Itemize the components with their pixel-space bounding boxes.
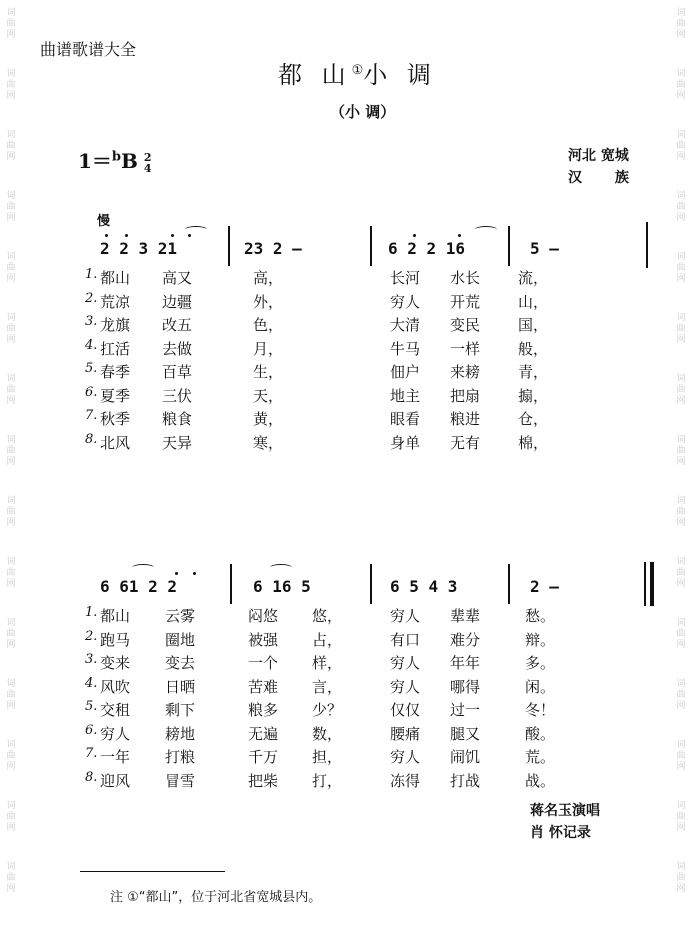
watermark-text: 词 曲 网 (6, 374, 16, 406)
lyric-word: 过一 (450, 701, 481, 719)
verse-number: 8. (85, 431, 98, 447)
verse-number: 1. (85, 267, 98, 282)
octave-dot (171, 234, 174, 237)
barline (370, 226, 372, 266)
lyric-word: 龙旗 (100, 316, 131, 334)
lyric-word: 长河 (390, 269, 421, 287)
lyric-word: 酸。 (525, 724, 556, 743)
lyric-word: 山， (518, 292, 549, 311)
lyric-word: 荒凉 (100, 292, 131, 311)
lyric-word: 秋季 (100, 410, 131, 428)
lyric-word: 愁。 (525, 607, 556, 625)
lyric-word: 云雾 (165, 607, 196, 625)
watermark-text: 词 曲 网 (6, 69, 16, 101)
lyric-word: 把柴 (248, 771, 279, 790)
lyric-word: 开荒 (450, 292, 481, 311)
lyric-word: 色， (253, 316, 284, 334)
verse-number: 8. (85, 769, 98, 785)
lyric-word: 闷悠 (248, 607, 279, 625)
lyric-word: 穷人 (100, 724, 131, 743)
watermark-text: 词 曲 网 (676, 130, 686, 162)
lyric-word: 一样 (450, 339, 481, 358)
lyric-word: 国， (518, 316, 549, 334)
lyric-word: 地主 (390, 386, 421, 405)
lyric-word: 都山 (100, 607, 131, 625)
lyric-word: 搧， (518, 386, 549, 405)
watermark-text: 词 曲 网 (676, 740, 686, 772)
lyric-word: 冒雪 (165, 771, 196, 790)
lyric-word: 占， (312, 630, 343, 649)
verse-number: 5. (85, 361, 98, 376)
lyric-word: 北风 (100, 433, 131, 452)
verse-number: 6. (85, 384, 98, 400)
watermark-text: 词 曲 网 (6, 191, 16, 223)
lyric-word: 去做 (162, 339, 193, 358)
footnote-rule (80, 871, 225, 872)
lyric-word: 粮食 (162, 410, 193, 428)
octave-dot (458, 234, 461, 237)
lyric-word: 外， (253, 292, 284, 311)
lyric-word: 无遍 (248, 724, 279, 743)
lyric-word: 春季 (100, 363, 131, 381)
origin-ethnicity: 汉 族 (568, 170, 629, 186)
watermark-text: 词 曲 网 (6, 801, 16, 833)
lyric-word: 日晒 (165, 677, 196, 696)
lyric-word: 穷人 (390, 748, 421, 766)
lyric-word: 迎风 (100, 771, 131, 790)
verse-number: 1. (85, 605, 98, 620)
slur (475, 226, 497, 233)
lyric-word: 被强 (248, 630, 279, 649)
lyric-word: 仅仅 (390, 701, 421, 719)
lyric-word: 悠， (312, 607, 343, 625)
barline (370, 564, 372, 604)
lyric-word: 有口 (390, 630, 421, 649)
watermark-text: 词 曲 网 (676, 8, 686, 40)
lyric-word: 变民 (450, 316, 481, 334)
lyric-word: 一年 (100, 748, 131, 766)
lyric-word: 荒。 (525, 748, 556, 766)
watermark-text: 词 曲 网 (676, 191, 686, 223)
verse-number: 7. (85, 408, 98, 423)
lyric-word: 耪地 (165, 724, 196, 743)
lyric-word: 苦难 (248, 677, 279, 696)
lyric-word: 牛马 (390, 339, 421, 358)
lyric-word: 佃户 (390, 363, 421, 381)
watermark-text: 词 曲 网 (6, 679, 16, 711)
verse-number: 4. (85, 675, 98, 691)
lyric-word: 冻得 (390, 771, 421, 790)
lyric-word: 夏季 (100, 386, 131, 405)
lyric-word: 难分 (450, 630, 481, 649)
lyric-word: 腰痛 (390, 724, 421, 743)
lyric-word: 冬！ (525, 701, 556, 719)
watermark-text: 词 曲 网 (676, 862, 686, 894)
lyric-word: 打战 (450, 771, 481, 790)
barline (508, 564, 510, 604)
octave-dot (125, 234, 128, 237)
watermark-text: 词 曲 网 (676, 496, 686, 528)
lyric-word: 少？ (312, 701, 343, 719)
watermark-text: 词 曲 网 (6, 130, 16, 162)
slur (270, 564, 292, 571)
measure-6: 6 16 5 (253, 577, 311, 596)
lyric-word: 水长 (450, 269, 481, 287)
watermark-text: 词 曲 网 (676, 69, 686, 101)
lyric-word: 天异 (162, 433, 193, 452)
lyric-word: 穷人 (390, 677, 421, 696)
watermark-text: 词 曲 网 (6, 862, 16, 894)
lyric-word: 把扇 (450, 386, 481, 405)
watermark-text: 词 曲 网 (6, 740, 16, 772)
octave-dot (413, 234, 416, 237)
octave-dot (193, 572, 196, 575)
measure-4: 5 – (530, 239, 559, 258)
lyric-word: 哪得 (450, 677, 481, 696)
measure-5: 6 61 2 2 (100, 577, 178, 596)
lyric-word: 剩下 (165, 701, 196, 719)
measure-2: 23 2 – (244, 239, 302, 258)
watermark-text: 词 曲 网 (6, 252, 16, 284)
key-signature: 1＝$^b$B 2 4 (78, 149, 152, 175)
lyric-word: 一个 (248, 654, 279, 672)
lyric-word: 穷人 (390, 292, 421, 311)
singer-credit: 蒋名玉演唱 (530, 803, 600, 819)
final-barline-thin (644, 562, 646, 606)
lyric-word: 粮进 (450, 410, 481, 428)
lyric-word: 身单 (390, 433, 421, 452)
watermark-text: 词 曲 网 (6, 435, 16, 467)
site-label: 曲谱歌谱大全 (40, 40, 137, 59)
verse-number: 5. (85, 699, 98, 714)
lyric-word: 年年 (450, 654, 481, 672)
watermark-text: 词 曲 网 (676, 801, 686, 833)
final-barline-thick (650, 562, 654, 606)
lyric-word: 仓， (518, 410, 549, 428)
lyric-word: 言， (312, 677, 343, 696)
verse-number: 4. (85, 337, 98, 353)
lyric-word: 闹饥 (450, 748, 481, 766)
watermark-text: 词 曲 网 (676, 313, 686, 345)
recorder-credit: 肖 怀记录 (530, 825, 591, 841)
lyric-word: 青， (518, 363, 549, 381)
slur (132, 564, 154, 571)
verse-number: 3. (85, 314, 98, 329)
lyric-word: 变来 (100, 654, 131, 672)
verse-number: 2. (85, 628, 98, 644)
watermark-text: 词 曲 网 (676, 557, 686, 589)
lyric-word: 担， (312, 748, 343, 766)
verse-number: 2. (85, 290, 98, 306)
lyric-word: 百草 (162, 363, 193, 381)
lyric-word: 流， (518, 269, 549, 287)
lyric-word: 战。 (525, 771, 556, 790)
lyric-word: 辈辈 (450, 607, 481, 625)
watermark-text: 词 曲 网 (6, 8, 16, 40)
time-signature: 2 4 (143, 150, 152, 175)
lyric-word: 大清 (390, 316, 421, 334)
song-title: 都 山①小 调 (278, 61, 437, 89)
tempo-marking: 慢 (97, 214, 111, 229)
lyric-word: 边疆 (162, 292, 193, 311)
lyric-word: 粮多 (248, 701, 279, 719)
lyric-word: 棉， (518, 433, 549, 452)
lyric-word: 闲。 (525, 677, 556, 696)
measure-8: 2 – (530, 577, 559, 596)
measure-7: 6 5 4 3 (390, 577, 458, 596)
lyric-word: 风吹 (100, 677, 131, 696)
lyric-word: 辩。 (525, 630, 556, 649)
watermark-text: 词 曲 网 (676, 374, 686, 406)
octave-dot (105, 234, 108, 237)
lyric-word: 天， (253, 386, 284, 405)
footnote: 注 ①“都山”，位于河北省宽城县内。 (110, 890, 322, 905)
lyric-word: 高， (253, 269, 284, 287)
watermark-text: 词 曲 网 (676, 679, 686, 711)
lyric-word: 交租 (100, 701, 131, 719)
lyric-word: 黄， (253, 410, 284, 428)
lyric-word: 扛活 (100, 339, 131, 358)
lyric-word: 三伏 (162, 386, 193, 405)
watermark-text: 词 曲 网 (6, 618, 16, 650)
lyric-word: 般， (518, 339, 549, 358)
watermark-text: 词 曲 网 (6, 313, 16, 345)
lyric-word: 样， (312, 654, 343, 672)
measure-1: 2 2 3 21 (100, 239, 178, 258)
lyric-word: 眼看 (390, 410, 421, 428)
lyric-word: 打， (312, 771, 343, 790)
lyric-word: 生， (253, 363, 284, 381)
verse-number: 3. (85, 652, 98, 667)
watermark-text: 词 曲 网 (676, 618, 686, 650)
watermark-text: 词 曲 网 (676, 435, 686, 467)
barline (646, 222, 648, 268)
octave-dot (175, 572, 178, 575)
watermark-text: 词 曲 网 (6, 496, 16, 528)
octave-dot (188, 234, 191, 237)
lyric-word: 无有 (450, 433, 481, 452)
song-origin (568, 145, 629, 189)
lyric-word: 千万 (248, 748, 279, 766)
lyric-word: 多。 (525, 654, 556, 672)
lyric-word: 改五 (162, 316, 193, 334)
barline (508, 226, 510, 266)
origin-region: 河北 宽城 (568, 148, 629, 164)
slur (185, 226, 207, 233)
lyric-word: 腿又 (450, 724, 481, 743)
lyric-word: 寒， (253, 433, 284, 452)
barline (230, 564, 232, 604)
barline (228, 226, 230, 266)
verse-number: 7. (85, 746, 98, 761)
measure-3: 6 2 2 16 (388, 239, 466, 258)
watermark-text: 词 曲 网 (6, 557, 16, 589)
verse-number: 6. (85, 722, 98, 738)
lyric-word: 跑马 (100, 630, 131, 649)
lyric-word: 月， (253, 339, 284, 358)
lyric-word: 圈地 (165, 630, 196, 649)
lyric-word: 都山 (100, 269, 131, 287)
lyric-word: 打粮 (165, 748, 196, 766)
lyric-word: 数， (312, 724, 343, 743)
lyric-word: 高又 (162, 269, 193, 287)
watermark-text: 词 曲 网 (676, 252, 686, 284)
lyric-word: 穷人 (390, 654, 421, 672)
song-subtitle: （小 调） (330, 103, 396, 121)
lyric-word: 穷人 (390, 607, 421, 625)
performer-credits (530, 800, 600, 844)
lyric-word: 变去 (165, 654, 196, 672)
lyric-word: 来耪 (450, 363, 481, 381)
